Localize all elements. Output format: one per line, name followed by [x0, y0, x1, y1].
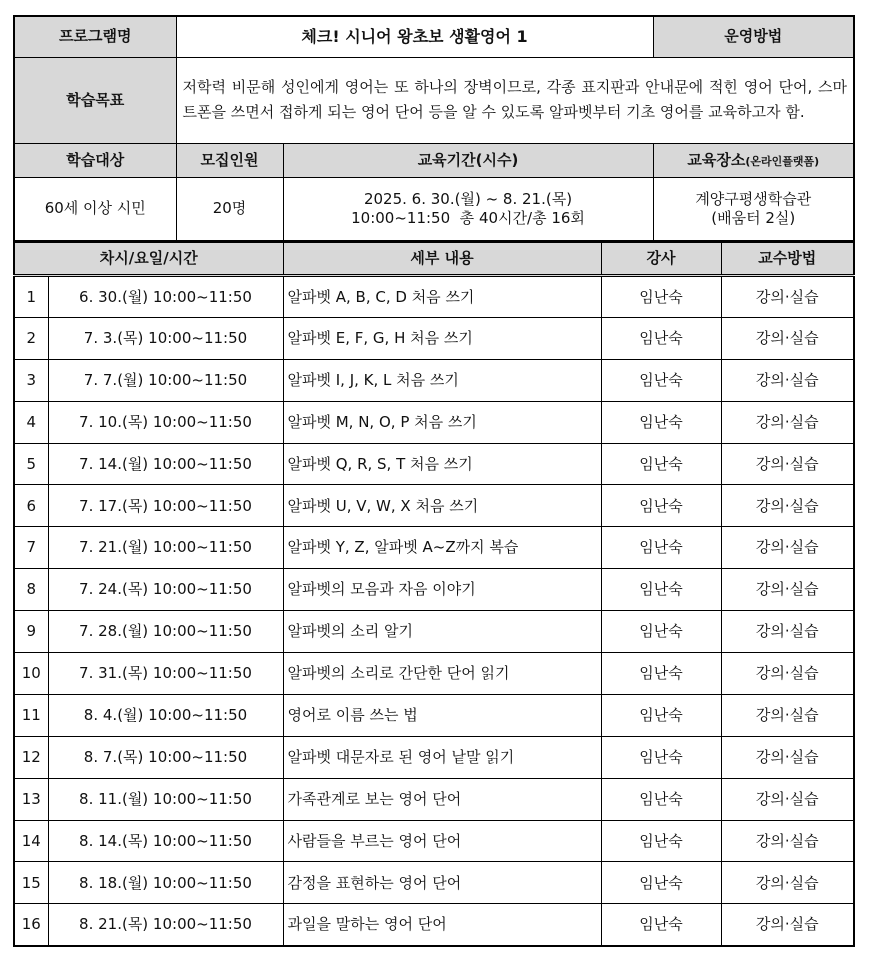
session-number: 2 [14, 317, 48, 359]
period-hours: 10:00~11:50 총 40시간/총 16회 [351, 208, 585, 227]
place-label-small: (온라인플랫폼) [745, 154, 820, 168]
session-method: 강의·실습 [721, 401, 854, 443]
session-content: 알파벳 I, J, K, L 처음 쓰기 [283, 359, 601, 401]
session-instructor: 임난숙 [601, 401, 721, 443]
session-method: 강의·실습 [721, 611, 854, 653]
session-date: 7. 28.(월) 10:00~11:50 [48, 611, 283, 653]
session-content: 알파벳의 소리 알기 [283, 611, 601, 653]
table-row [14, 485, 854, 527]
session-instructor: 임난숙 [601, 527, 721, 569]
session-date: 7. 10.(목) 10:00~11:50 [48, 401, 283, 443]
program-title: 체크! 시니어 왕초보 생활영어 1 [176, 16, 653, 57]
session-instructor: 임난숙 [601, 653, 721, 695]
session-instructor: 임난숙 [601, 904, 721, 946]
session-method: 강의·실습 [721, 276, 854, 318]
session-method: 강의·실습 [721, 527, 854, 569]
session-header: 차시/요일/시간 [14, 243, 283, 276]
session-instructor: 임난숙 [601, 276, 721, 318]
session-method: 강의·실습 [721, 443, 854, 485]
session-method: 강의·실습 [721, 653, 854, 695]
session-content: 알파벳 A, B, C, D 처음 쓰기 [283, 276, 601, 318]
session-instructor: 임난숙 [601, 736, 721, 778]
session-number: 13 [14, 778, 48, 820]
session-method: 강의·실습 [721, 317, 854, 359]
session-instructor: 임난숙 [601, 485, 721, 527]
session-number: 4 [14, 401, 48, 443]
program-document [13, 15, 853, 947]
program-name-label: 프로그램명 [14, 16, 176, 57]
session-method: 강의·실습 [721, 862, 854, 904]
session-date: 7. 17.(목) 10:00~11:50 [48, 485, 283, 527]
session-instructor: 임난숙 [601, 694, 721, 736]
program-info-table [13, 15, 855, 242]
session-instructor: 임난숙 [601, 317, 721, 359]
session-date: 8. 11.(월) 10:00~11:50 [48, 778, 283, 820]
session-date: 8. 18.(월) 10:00~11:50 [48, 862, 283, 904]
session-date: 7. 7.(월) 10:00~11:50 [48, 359, 283, 401]
table-row [14, 443, 854, 485]
session-content: 알파벳 대문자로 된 영어 낱말 읽기 [283, 736, 601, 778]
session-instructor: 임난숙 [601, 611, 721, 653]
table-row [14, 653, 854, 695]
session-content: 영어로 이름 쓰는 법 [283, 694, 601, 736]
table-row [14, 736, 854, 778]
table-row [14, 569, 854, 611]
session-number: 9 [14, 611, 48, 653]
session-method: 강의·실습 [721, 569, 854, 611]
session-method: 강의·실습 [721, 485, 854, 527]
session-date: 7. 14.(월) 10:00~11:50 [48, 443, 283, 485]
education-period-label: 교육기간(시수) [283, 143, 653, 177]
place-name: 계양구평생학습관 [695, 190, 812, 208]
session-date: 8. 14.(목) 10:00~11:50 [48, 820, 283, 862]
session-method: 강의·실습 [721, 694, 854, 736]
table-row [14, 359, 854, 401]
place-label-text: 교육장소 [687, 150, 746, 169]
session-content: 감정을 표현하는 영어 단어 [283, 862, 601, 904]
table-row [14, 401, 854, 443]
session-instructor: 임난숙 [601, 569, 721, 611]
session-date: 7. 21.(월) 10:00~11:50 [48, 527, 283, 569]
session-date: 8. 21.(목) 10:00~11:50 [48, 904, 283, 946]
recruit-count-value: 20명 [176, 177, 283, 241]
session-number: 8 [14, 569, 48, 611]
session-number: 14 [14, 820, 48, 862]
table-row [14, 276, 854, 318]
session-instructor: 임난숙 [601, 443, 721, 485]
session-content: 과일을 말하는 영어 단어 [283, 904, 601, 946]
session-content: 알파벳 Y, Z, 알파벳 A~Z까지 복습 [283, 527, 601, 569]
session-number: 12 [14, 736, 48, 778]
education-place-label [653, 143, 854, 177]
session-instructor: 임난숙 [601, 359, 721, 401]
operation-method-label: 운영방법 [653, 16, 854, 57]
session-number: 7 [14, 527, 48, 569]
session-content: 알파벳 Q, R, S, T 처음 쓰기 [283, 443, 601, 485]
session-number: 16 [14, 904, 48, 946]
table-row [14, 317, 854, 359]
session-content: 알파벳 U, V, W, X 처음 쓰기 [283, 485, 601, 527]
session-date: 7. 24.(목) 10:00~11:50 [48, 569, 283, 611]
session-date: 8. 4.(월) 10:00~11:50 [48, 694, 283, 736]
learning-target-label: 학습대상 [14, 143, 176, 177]
session-number: 5 [14, 443, 48, 485]
table-row [14, 820, 854, 862]
learning-target-value: 60세 이상 시민 [14, 177, 176, 241]
session-number: 6 [14, 485, 48, 527]
session-number: 1 [14, 276, 48, 318]
education-place-value [653, 177, 854, 241]
session-content: 가족관계로 보는 영어 단어 [283, 778, 601, 820]
table-row [14, 527, 854, 569]
session-number: 15 [14, 862, 48, 904]
session-method: 강의·실습 [721, 736, 854, 778]
session-date: 8. 7.(목) 10:00~11:50 [48, 736, 283, 778]
session-method: 강의·실습 [721, 904, 854, 946]
learning-goal-text: 저학력 비문해 성인에게 영어는 또 하나의 장벽이므로, 각종 표지판과 안내문에 적힌 영어 단어, 스마트폰을 쓰면서 접하게 되는 영어 단어 등을 알 수 있도록 알파벳부터 기초 영어를 교육하고자 함. [176, 57, 854, 143]
table-row [14, 904, 854, 946]
session-number: 11 [14, 694, 48, 736]
place-room: (배움터 2실) [711, 208, 796, 227]
session-content: 사람들을 부르는 영어 단어 [283, 820, 601, 862]
table-row [14, 611, 854, 653]
session-method: 강의·실습 [721, 778, 854, 820]
recruit-count-label: 모집인원 [176, 143, 283, 177]
schedule-table [13, 242, 855, 947]
session-content: 알파벳의 소리로 간단한 단어 읽기 [283, 653, 601, 695]
session-date: 7. 3.(목) 10:00~11:50 [48, 317, 283, 359]
session-date: 7. 31.(목) 10:00~11:50 [48, 653, 283, 695]
session-instructor: 임난숙 [601, 820, 721, 862]
instructor-header: 강사 [601, 243, 721, 276]
session-number: 3 [14, 359, 48, 401]
education-period-value [283, 177, 653, 241]
session-method: 강의·실습 [721, 359, 854, 401]
session-content: 알파벳 E, F, G, H 처음 쓰기 [283, 317, 601, 359]
content-header: 세부 내용 [283, 243, 601, 276]
session-content: 알파벳의 모음과 자음 이야기 [283, 569, 601, 611]
table-row [14, 694, 854, 736]
table-row [14, 862, 854, 904]
session-date: 6. 30.(월) 10:00~11:50 [48, 276, 283, 318]
session-content: 알파벳 M, N, O, P 처음 쓰기 [283, 401, 601, 443]
table-row [14, 778, 854, 820]
session-instructor: 임난숙 [601, 778, 721, 820]
session-method: 강의·실습 [721, 820, 854, 862]
session-number: 10 [14, 653, 48, 695]
session-instructor: 임난숙 [601, 862, 721, 904]
method-header: 교수방법 [721, 243, 854, 276]
period-dates: 2025. 6. 30.(월) ~ 8. 21.(목) [363, 190, 573, 208]
learning-goal-label: 학습목표 [14, 57, 176, 143]
